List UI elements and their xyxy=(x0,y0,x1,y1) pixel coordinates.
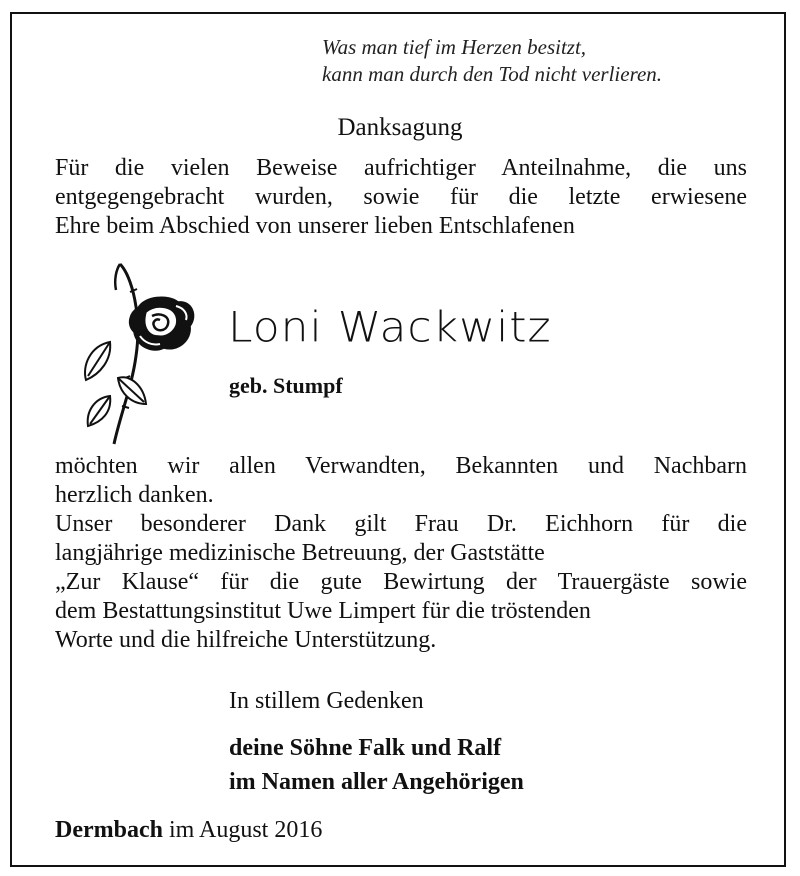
intro-line-1: Für die vielen Beweise aufrichtiger Anteilnahme, die uns xyxy=(55,155,747,181)
signer-line-2: im Namen aller Angehörigen xyxy=(229,769,524,795)
deceased-name: Loni Wackwitz xyxy=(228,303,552,352)
body-line-7: Worte und die hilfreiche Unterstützung. xyxy=(55,627,437,653)
body-line-2: herzlich danken. xyxy=(55,482,214,508)
body-line-4: langjährige medizinische Betreuung, der Gaststätte xyxy=(55,540,545,566)
body-line-3: Unser besonderer Dank gilt Frau Dr. Eichhorn für die xyxy=(55,511,747,537)
motto-line-1: Was man tief im Herzen besitzt, xyxy=(322,35,587,59)
body-line-6: dem Bestattungsinstitut Uwe Limpert für die tröstenden xyxy=(55,598,591,624)
place-date xyxy=(55,817,322,844)
deceased-birth-name: geb. Stumpf xyxy=(229,373,343,398)
closing-memory: In stillem Gedenken xyxy=(229,688,424,714)
place-date-text: im August 2016 xyxy=(168,817,323,843)
rose-icon xyxy=(80,256,200,446)
body-line-5: „Zur Klause“ für die gute Bewirtung der Trauergäste sowie xyxy=(55,569,747,595)
intro-line-2: entgegengebracht wurden, sowie für die letzte erwiesene xyxy=(55,184,747,210)
thanks-paragraph xyxy=(55,452,747,655)
body-line-1: möchten wir allen Verwandten, Bekannten und Nachbarn xyxy=(55,453,747,479)
motto-line-2: kann man durch den Tod nicht verlieren. xyxy=(322,62,663,86)
intro-line-3: Ehre beim Abschied von unserer lieben Entschlafenen xyxy=(55,213,575,239)
notice-title: Danksagung xyxy=(337,114,463,141)
signer-line-1: deine Söhne Falk und Ralf xyxy=(229,735,502,761)
signers xyxy=(229,731,524,799)
place-town: Dermbach xyxy=(55,817,163,843)
intro-paragraph xyxy=(55,154,747,241)
motto-quote xyxy=(322,34,662,88)
